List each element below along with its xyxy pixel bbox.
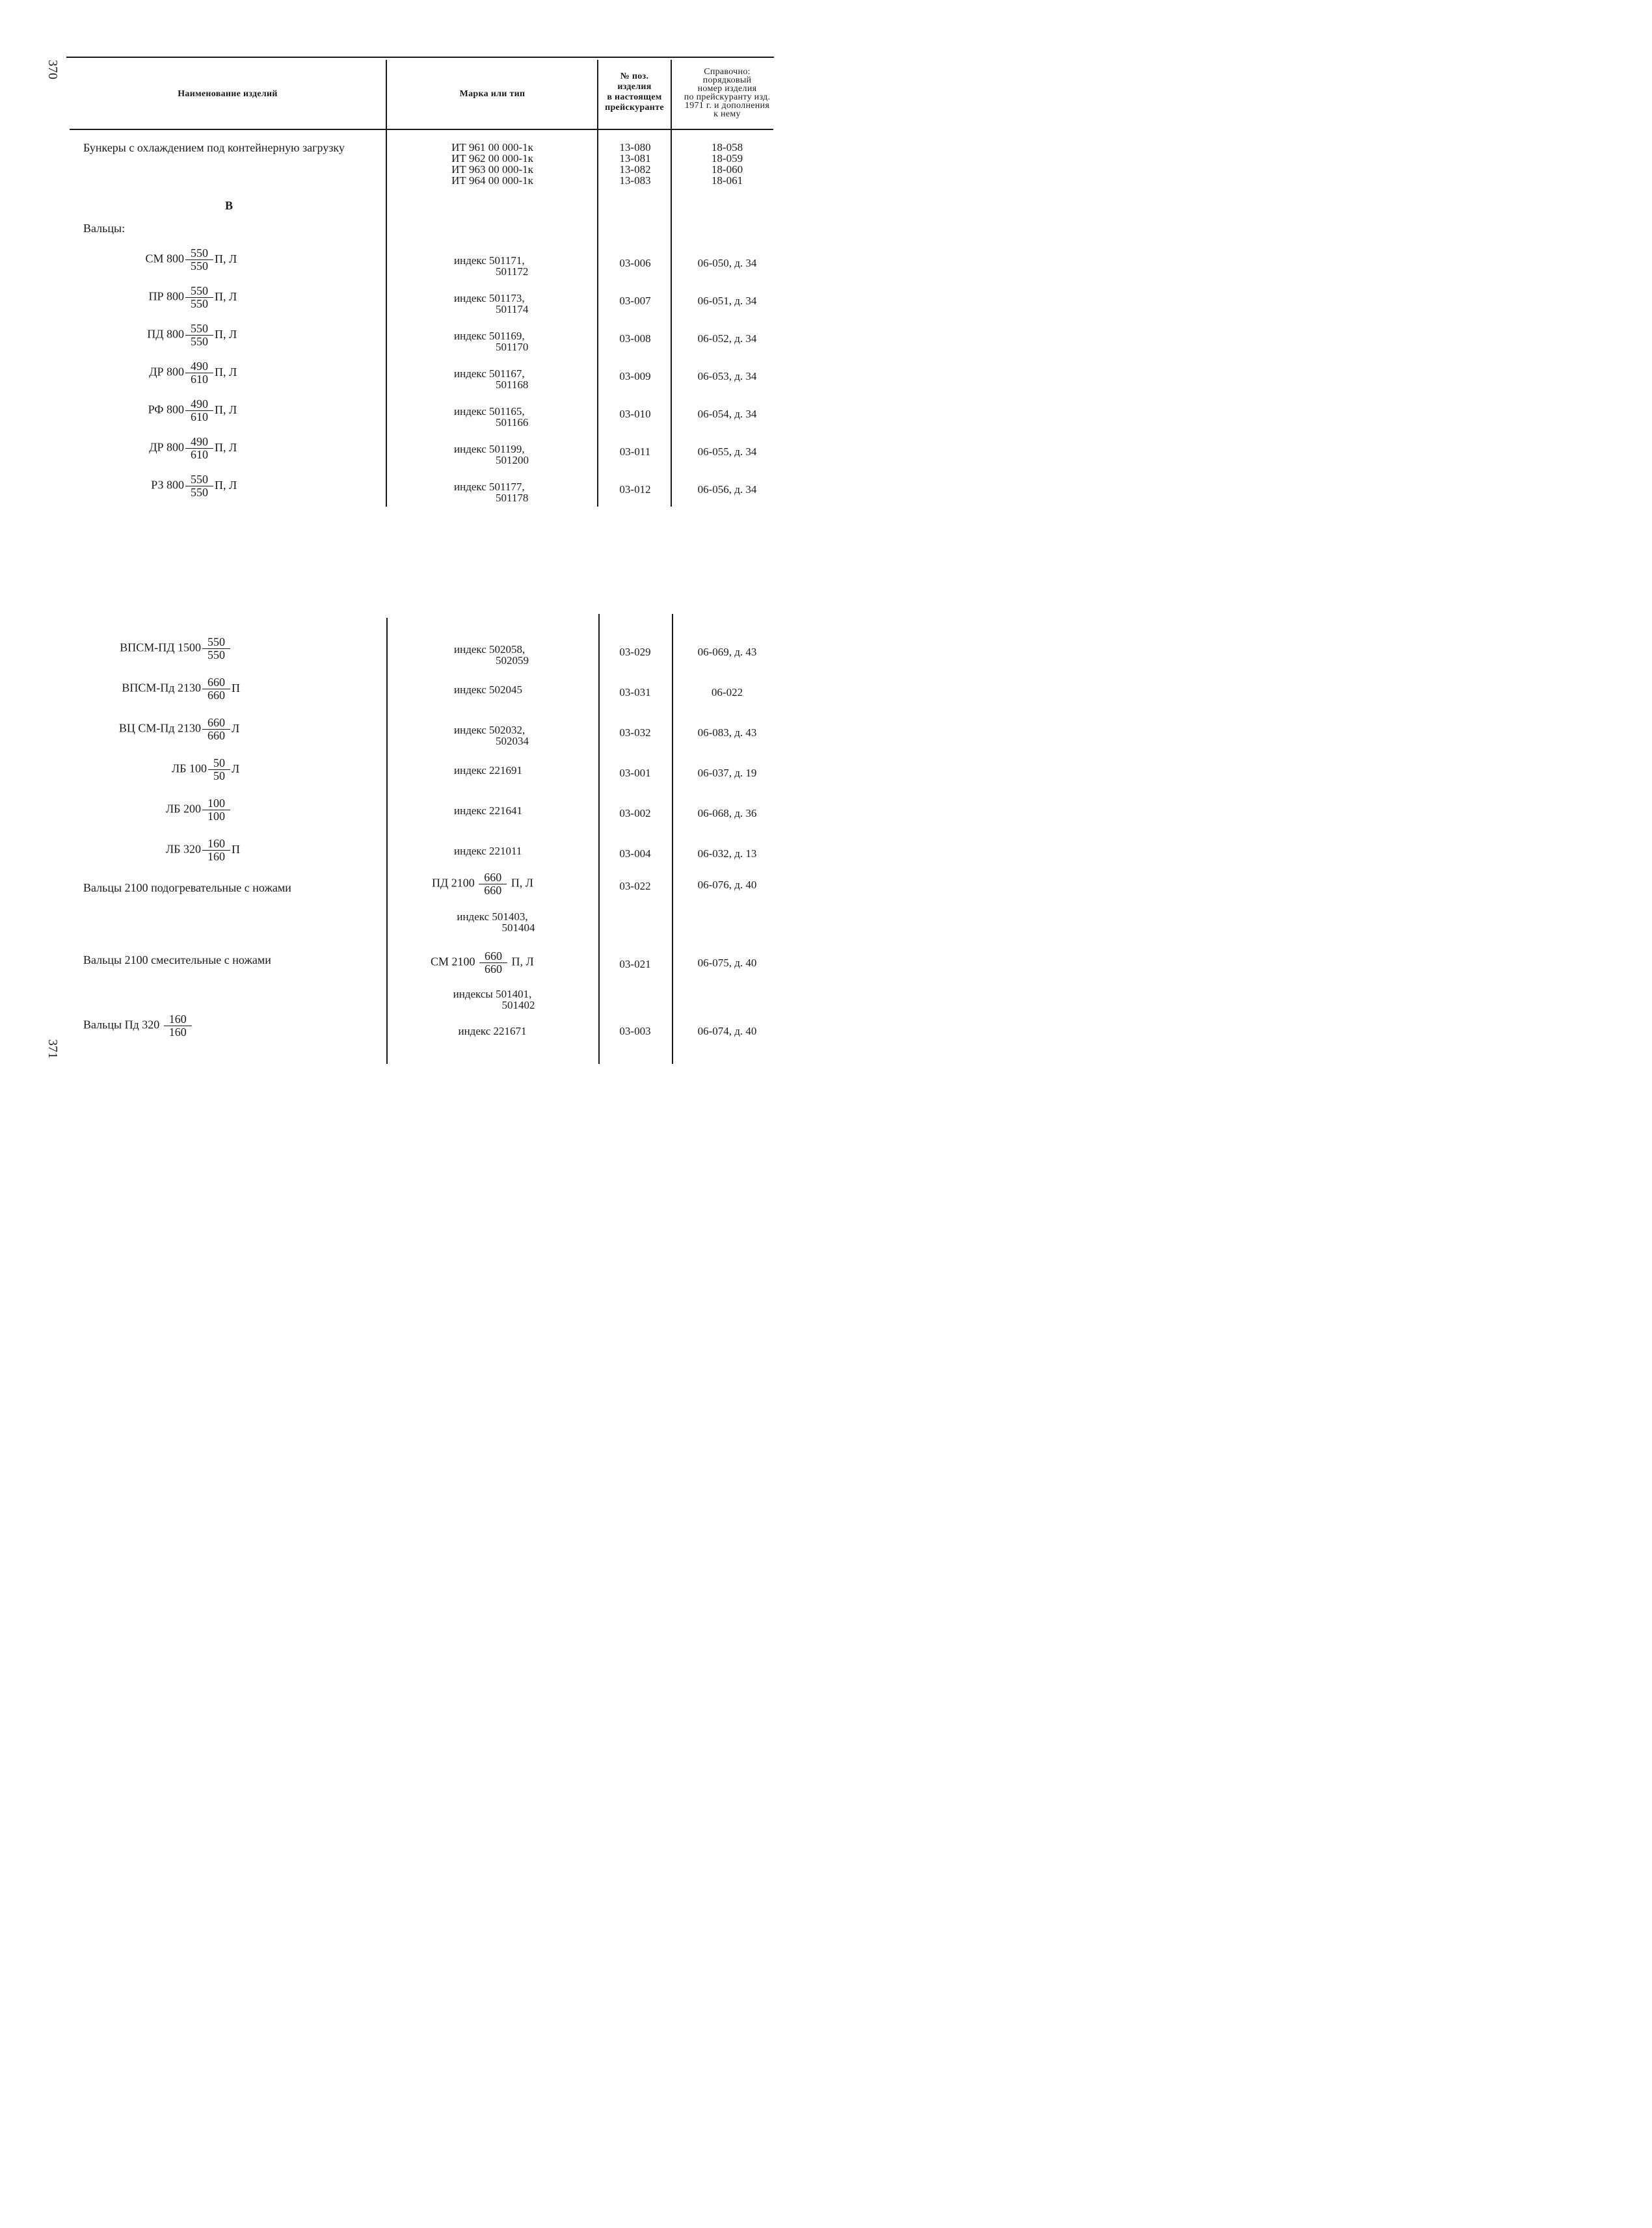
rolls-name <box>148 398 247 423</box>
rolls-suffix: П <box>232 681 240 695</box>
rolls-fraction-denominator: 550 <box>191 259 208 272</box>
rolls-ref: 06-022 <box>711 686 743 698</box>
rolls-name <box>147 323 247 348</box>
header-position-number <box>598 72 671 114</box>
rolls-suffix: П, Л <box>215 403 237 416</box>
rolls-fraction <box>185 473 213 499</box>
rolls-fraction-denominator: 550 <box>191 335 208 348</box>
header-reference-line: 1971 г. и дополнения <box>684 101 770 111</box>
rolls-fraction-denominator: 660 <box>207 729 225 742</box>
rolls-mixing-index-1: индексы 501401, <box>453 988 532 1000</box>
rolls-prefix: ЛБ 200 <box>165 802 201 816</box>
page-number-bottom: 371 <box>46 1039 60 1059</box>
rolls-prefix: РФ 800 <box>148 403 184 416</box>
rolls-mixing-name: Вальцы 2100 смесительные с ножами <box>83 953 271 966</box>
rolls-mark-line-1: индекс 501171, <box>454 254 525 267</box>
rolls-fraction-numerator: 660 <box>202 676 230 689</box>
bunker-position: 13-083 <box>619 174 651 187</box>
rolls-fraction-numerator: 50 <box>208 757 230 770</box>
rolls-fraction <box>185 398 213 423</box>
rolls-fraction <box>208 757 230 782</box>
rolls-position: 03-001 <box>619 767 651 779</box>
rolls-mark-line-2: 501174 <box>496 303 529 315</box>
rolls-mark-line-1: индекс 501177, <box>454 481 525 493</box>
rolls-pd320-name: Вальцы Пд 320 $\frac{160}{160}$ <box>83 1013 193 1039</box>
rolls-suffix: П, Л <box>215 252 237 265</box>
rolls-ref: 06-068, д. 36 <box>697 807 757 819</box>
rolls-suffix: П, Л <box>215 327 237 341</box>
rolls-mark-line-2: 502034 <box>496 735 529 747</box>
rolls-position: 03-032 <box>619 726 651 739</box>
header-product-name: Наименование изделий <box>178 89 278 99</box>
rolls-fraction-numerator: 490 <box>185 398 213 411</box>
rolls-mixing-pos: 03-021 <box>619 958 651 970</box>
page-number-top: 370 <box>46 60 60 79</box>
header-position-line: в настоящем <box>607 92 662 102</box>
rolls-suffix: Л <box>232 762 240 775</box>
rolls-name <box>120 636 264 661</box>
rolls-suffix: Л <box>232 721 240 735</box>
rolls-suffix: П <box>232 842 240 856</box>
group-label: Вальцы: <box>83 222 126 235</box>
rolls-prefix: ВЦ СМ-Пд 2130 <box>118 721 201 735</box>
rolls-suffix: П, Л <box>215 289 237 303</box>
bunker-ref: 18-061 <box>711 174 743 187</box>
header-reference-line: к нему <box>713 109 741 119</box>
rolls-position: 03-008 <box>619 332 651 345</box>
rolls-heating-pos: 03-022 <box>619 880 651 892</box>
column-divider-2-lower <box>598 614 600 1064</box>
rolls-mark-line-1: индекс 502032, <box>454 724 526 736</box>
rolls-name <box>149 360 247 386</box>
rolls-position: 03-006 <box>619 257 651 269</box>
header-reference-line: порядковый <box>702 75 752 85</box>
rolls-position: 03-011 <box>619 445 651 458</box>
rolls-heating-index-2: 501404 <box>501 922 535 934</box>
rolls-fraction <box>185 323 213 348</box>
rolls-pd320-mark: индекс 221671 <box>458 1025 527 1037</box>
rolls-mark-line-1: индекс 221691 <box>454 764 523 776</box>
rolls-mark-line-1: индекс 221011 <box>454 845 522 857</box>
rolls-name <box>172 757 264 782</box>
rolls-fraction-denominator: 660 <box>207 689 225 702</box>
rolls-fraction <box>202 838 230 863</box>
rolls-ref: 06-053, д. 34 <box>697 370 757 382</box>
rolls-position: 03-004 <box>619 847 651 860</box>
rolls-ref: 06-051, д. 34 <box>697 295 757 307</box>
rolls-position: 03-009 <box>619 370 651 382</box>
rolls-position: 03-002 <box>619 807 651 819</box>
rolls-fraction-denominator: 50 <box>213 769 225 782</box>
rolls-name <box>149 436 247 461</box>
header-mark-type: Марка или тип <box>459 89 526 99</box>
rolls-fraction-denominator: 610 <box>191 448 208 461</box>
rolls-name <box>119 717 264 742</box>
rolls-ref: 06-056, д. 34 <box>697 483 757 496</box>
bunker-mark: ИТ 964 00 000-1к <box>451 174 533 187</box>
rolls-heating-mark: ПД 2100 $\frac{660}{660}$ П, Л <box>432 871 533 897</box>
rolls-mixing-ref: 06-075, д. 40 <box>697 957 757 969</box>
rolls-prefix: ЛБ 100 <box>171 762 207 775</box>
rolls-heating-ref: 06-076, д. 40 <box>697 879 757 891</box>
rolls-fraction-numerator: 100 <box>202 797 230 810</box>
bunker-mark: ИТ 962 00 000-1к <box>451 152 533 165</box>
column-divider-3 <box>671 60 672 507</box>
rolls-prefix: ДР 800 <box>149 440 184 454</box>
rolls-fraction <box>185 360 213 386</box>
rolls-mark-line-2: 501200 <box>496 454 529 466</box>
rolls-prefix: ДР 800 <box>149 365 184 378</box>
rolls-mark-line-1: индекс 502045 <box>454 683 523 696</box>
rolls-pd320-pos: 03-003 <box>619 1025 651 1037</box>
rolls-mixing-index-2: 501402 <box>501 999 535 1011</box>
rolls-pd320-ref: 06-074, д. 40 <box>697 1025 757 1037</box>
rolls-fraction-numerator: 490 <box>185 360 213 373</box>
rolls-mark-line-1: индекс 501167, <box>454 367 525 380</box>
rolls-fraction-denominator: 610 <box>191 373 208 386</box>
rolls-mark-line-1: индекс 501165, <box>454 405 525 418</box>
rolls-mark-line-1: индекс 502058, <box>454 643 526 656</box>
rolls-suffix: П, Л <box>215 365 237 378</box>
bunker-position: 13-082 <box>619 163 651 176</box>
rolls-position: 03-029 <box>619 646 651 658</box>
rolls-fraction-denominator: 610 <box>191 410 208 423</box>
rolls-ref: 06-052, д. 34 <box>697 332 757 345</box>
rolls-fraction-numerator: 550 <box>185 285 213 298</box>
column-divider-2 <box>597 60 598 507</box>
rolls-mark-line-1: индекс 501199, <box>454 443 525 455</box>
rolls-ref: 06-083, д. 43 <box>697 726 757 739</box>
rolls-fraction-numerator: 660 <box>202 717 230 730</box>
rolls-fraction-numerator: 550 <box>185 323 213 336</box>
rolls-mark-line-1: индекс 501173, <box>454 292 525 304</box>
rolls-fraction <box>202 636 230 661</box>
rolls-fraction-numerator: 550 <box>202 636 230 649</box>
rolls-prefix: РЗ 800 <box>151 478 184 492</box>
bunker-ref: 18-059 <box>711 152 743 165</box>
rolls-position: 03-012 <box>619 483 651 496</box>
rolls-name <box>122 676 264 702</box>
rolls-fraction-numerator: 490 <box>185 436 213 449</box>
rolls-fraction-numerator: 550 <box>185 473 213 486</box>
rolls-mark-line-2: 501168 <box>496 378 529 391</box>
rolls-fraction <box>202 676 230 702</box>
rolls-fraction-numerator: 160 <box>202 838 230 851</box>
rolls-prefix: ПР 800 <box>148 289 184 303</box>
rolls-position: 03-031 <box>619 686 651 698</box>
rolls-ref: 06-050, д. 34 <box>697 257 757 269</box>
rolls-mark-line-1: индекс 501169, <box>454 330 525 342</box>
column-divider-1 <box>386 60 387 507</box>
rolls-mark-line-2: 502059 <box>496 654 529 667</box>
bunker-ref: 18-060 <box>711 163 743 176</box>
rolls-prefix: СМ 800 <box>145 252 184 265</box>
header-top-rule <box>66 57 774 58</box>
rolls-name <box>166 797 264 823</box>
rolls-mark-line-1: индекс 221641 <box>454 804 523 817</box>
rolls-position: 03-007 <box>619 295 651 307</box>
rolls-fraction-denominator: 100 <box>207 810 225 823</box>
bunker-ref: 18-058 <box>711 141 743 153</box>
rolls-fraction <box>202 717 230 742</box>
rolls-fraction <box>202 797 230 823</box>
rolls-name <box>148 285 247 310</box>
rolls-name <box>166 838 264 863</box>
section-letter: В <box>225 199 233 212</box>
bunker-mark: ИТ 963 00 000-1к <box>451 163 533 176</box>
rolls-ref: 06-054, д. 34 <box>697 408 757 420</box>
rolls-prefix: ВПСМ-ПД 1500 <box>120 641 201 654</box>
header-reference-line: номер изделия <box>697 84 757 94</box>
rolls-prefix: ЛБ 320 <box>165 842 201 856</box>
bunker-position: 13-081 <box>619 152 651 165</box>
header-reference-line: по прейскуранту изд. <box>684 92 771 102</box>
bunkers-name: Бункеры с охлаждением под контейнерную загрузку <box>83 141 345 154</box>
rolls-ref: 06-055, д. 34 <box>697 445 757 458</box>
rolls-fraction-numerator: 550 <box>185 247 213 260</box>
rolls-name <box>151 473 247 499</box>
header-reference-line: Справочно: <box>704 67 751 77</box>
column-divider-3-lower <box>672 614 673 1064</box>
rolls-fraction-denominator: 550 <box>191 486 208 499</box>
rolls-suffix: П, Л <box>215 478 237 492</box>
rolls-ref: 06-037, д. 19 <box>697 767 757 779</box>
rolls-ref: 06-032, д. 13 <box>697 847 757 860</box>
rolls-fraction-denominator: 160 <box>207 850 225 863</box>
rolls-heating-index-1: индекс 501403, <box>457 910 528 923</box>
rolls-mark-line-2: 501172 <box>496 265 529 278</box>
rolls-fraction <box>185 285 213 310</box>
header-position-line: изделия <box>617 82 652 92</box>
rolls-position: 03-010 <box>619 408 651 420</box>
rolls-mark-line-2: 501178 <box>496 492 529 504</box>
rolls-prefix: ВПСМ-Пд 2130 <box>122 681 201 695</box>
rolls-prefix: ПД 800 <box>147 327 184 341</box>
rolls-fraction-denominator: 550 <box>207 648 225 661</box>
header-bottom-rule <box>70 129 773 130</box>
rolls-fraction-denominator: 550 <box>191 297 208 310</box>
rolls-mixing-mark: СМ 2100 $\frac{660}{660}$ П, Л <box>431 949 534 975</box>
header-position-line: № поз. <box>620 72 649 81</box>
rolls-mark-line-2: 501166 <box>496 416 529 429</box>
rolls-fraction <box>185 436 213 461</box>
rolls-ref: 06-069, д. 43 <box>697 646 757 658</box>
bunker-position: 13-080 <box>619 141 651 153</box>
rolls-fraction <box>185 247 213 272</box>
bunker-mark: ИТ 961 00 000-1к <box>451 141 533 153</box>
header-reference-number <box>672 68 782 118</box>
rolls-name <box>145 247 247 272</box>
header-position-line: прейскуранте <box>605 103 664 113</box>
rolls-mark-line-2: 501170 <box>496 341 529 353</box>
rolls-suffix: П, Л <box>215 440 237 454</box>
rolls-heating-name: Вальцы 2100 подогревательные с ножами <box>83 881 291 894</box>
